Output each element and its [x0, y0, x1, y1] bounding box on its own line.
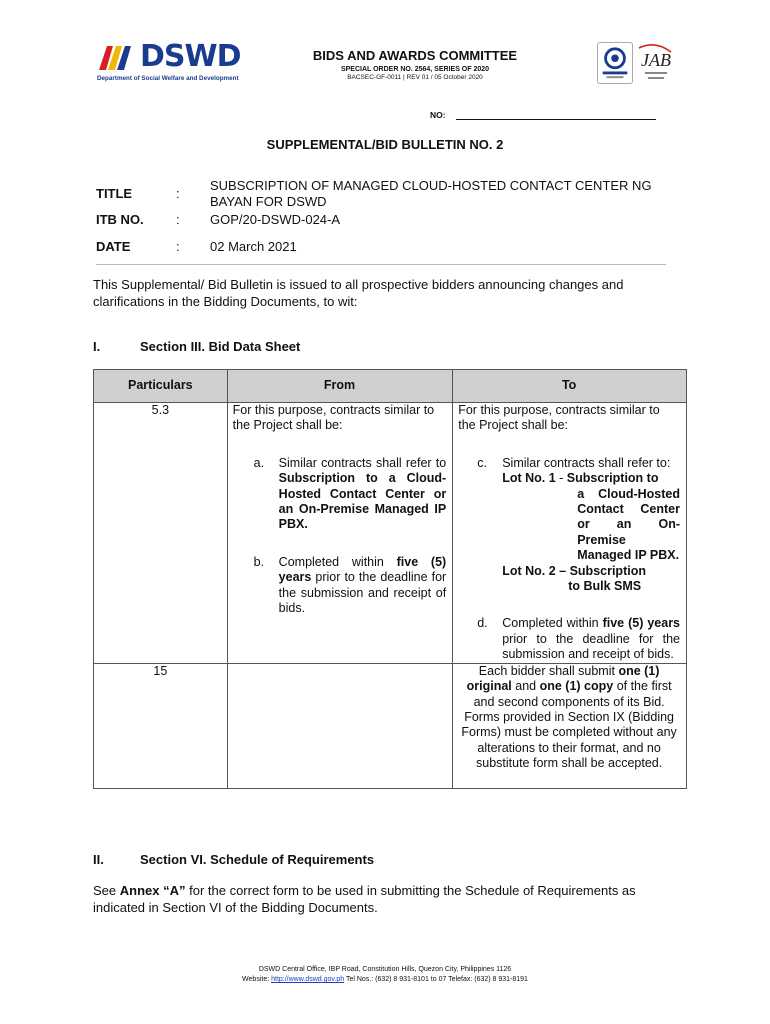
closing-paragraph: See Annex “A” for the correct form to be used in submitting the Schedule of Requirements as indicated in Section VI of the Bidding Documents. [93, 883, 636, 915]
section-title: Section VI. Schedule of Requirements [140, 852, 375, 867]
column-header: To [453, 370, 687, 403]
itb-label: ITB NO. [96, 212, 144, 227]
footer-contacts: Website: http://www.dswd.gov.ph Tel Nos.: (632) 8 931-8101 to 07 Telefax: (632) 8 931-8191 [242, 976, 528, 983]
bid-data-sheet-table [93, 369, 687, 789]
to-intro: For this purpose, contracts similar to the Project shall be: [458, 403, 660, 433]
list-item [233, 555, 447, 617]
title-value: SUBSCRIPTION OF MANAGED CLOUD-HOSTED CONTACT CENTER NG BAYAN FOR DSWD [210, 177, 652, 209]
item-letter: c. [477, 455, 487, 470]
iso-certification-badge [597, 42, 633, 84]
no-label: NO: [430, 110, 446, 120]
title-colon: : [176, 186, 180, 201]
itb-colon: : [176, 212, 180, 227]
item-letter: d. [477, 616, 488, 631]
bulletin-info [96, 175, 666, 265]
bulletin-title: SUPPLEMENTAL/BID BULLETIN NO. 2 [266, 137, 504, 152]
logo-subtitle: Department of Social Welfare and Development [97, 75, 239, 82]
item-text: Similar contracts shall refer to Subscription to a Cloud-Hosted Contact Center or an On-Premise Managed IP PBX. [278, 455, 447, 532]
jab-logo-icon [637, 42, 673, 84]
jab-accreditation-badge [637, 42, 673, 84]
to-cell [453, 403, 687, 664]
column-header: Particulars [94, 370, 228, 403]
form-code: BACSEC-GF-0011 | REV 01 / 05 October 2020 [347, 74, 483, 81]
website-link[interactable]: http://www.dswd.gov.ph [271, 976, 345, 983]
from-cell [227, 663, 453, 788]
footer-address: DSWD Central Office, IBP Road, Constitution Hills, Quezon City, Philippines 1126 [258, 966, 512, 973]
committee-name: BIDS AND AWARDS COMMITTEE [312, 48, 518, 63]
item-text: Completed within five (5) years prior to the deadline for the submission and receipt of bids. [278, 554, 447, 616]
table-row [94, 403, 687, 664]
section-number: II. [93, 852, 104, 867]
no-underline [456, 111, 656, 120]
letterhead-block [300, 48, 530, 81]
logo-wordmark: DSWD [140, 39, 241, 74]
table-row [94, 663, 687, 788]
item-letter: b. [253, 554, 265, 569]
to-cell [453, 663, 687, 788]
particular-cell [94, 403, 228, 664]
page-footer [0, 965, 770, 985]
dswd-emblem-icon [97, 42, 139, 72]
special-order: SPECIAL ORDER NO. 2564, SERIES OF 2020 [340, 66, 490, 73]
certification-seal-icon [598, 43, 632, 83]
item-text: Completed within five (5) years prior to the deadline for the submission and receipt of bids. [502, 616, 681, 662]
column-header: From [227, 370, 453, 403]
section-heading-1 [93, 339, 300, 354]
item-letter: a. [253, 455, 265, 470]
title-label: TITLE [96, 186, 133, 201]
to-text: Each bidder shall submit one (1) original and one (1) copy of the first and second components of its Bid. Forms provided in Section IX (Bidding Forms) must be completed without any alterations to their format, and no substitute form shall be accepted. [461, 663, 677, 771]
date-label: DATE [96, 239, 131, 254]
section-heading-2 [93, 852, 374, 867]
info-row-date [96, 239, 666, 264]
list-item [233, 456, 447, 533]
date-colon: : [176, 239, 180, 254]
list-item [458, 616, 680, 662]
particular-cell [94, 663, 228, 788]
dswd-logo [97, 39, 242, 86]
particular-value: 15 [153, 663, 168, 678]
bulletin-number-field [430, 110, 680, 120]
section-number: I. [93, 339, 101, 354]
info-row-title [96, 175, 666, 212]
itb-value: GOP/20-DSWD-024-A [210, 212, 341, 227]
table-header-row [94, 370, 687, 403]
info-row-itb [96, 212, 666, 239]
particular-value: 5.3 [151, 403, 170, 417]
item-text: Similar contracts shall refer to: Lot No. 1 - Subscription to a Cloud-Hosted Contact Center or an On-Premise Managed IP PBX. Lot No. 2 – Subscription to Bulk SMS [502, 455, 680, 594]
date-value: 02 March 2021 [210, 239, 297, 254]
info-divider [96, 264, 666, 265]
from-intro: For this purpose, contracts similar to the Project shall be: [232, 403, 435, 433]
svg-text:JAB: JAB [641, 50, 671, 70]
from-cell [227, 403, 453, 664]
section-title: Section III. Bid Data Sheet [140, 339, 301, 354]
intro-paragraph: This Supplemental/ Bid Bulletin is issued to all prospective bidders announcing changes and clarifications in the Bidding Documents, to wit: [93, 277, 624, 309]
list-item [458, 456, 680, 595]
